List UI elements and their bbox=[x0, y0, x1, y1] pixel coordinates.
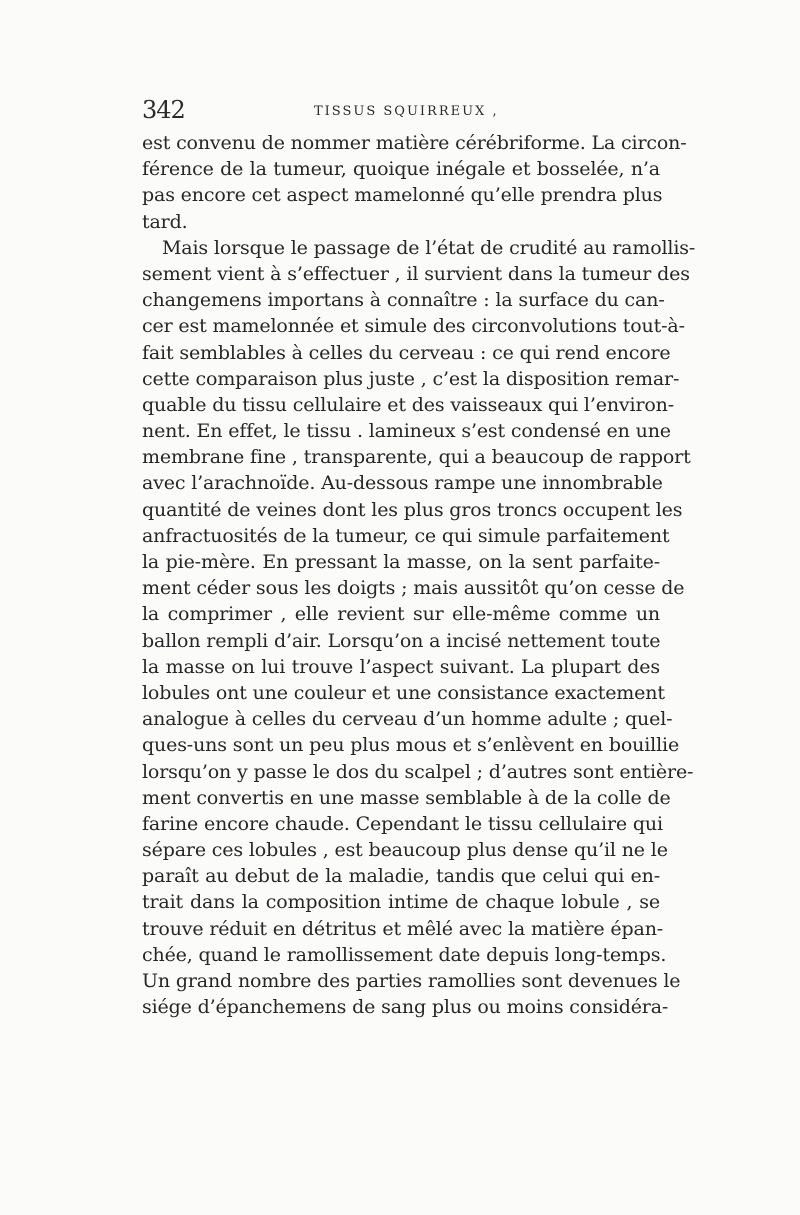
text-line: trouve réduit en détritus et mêlé avec la matière épan- bbox=[142, 917, 664, 940]
text-line: la pie-mère. En pressant la masse, on la sent parfaite- bbox=[142, 551, 660, 573]
text-line: lobules ont une couleur et une consistance exactement bbox=[142, 681, 665, 704]
text-line: tard. bbox=[142, 210, 188, 233]
text-line: quantité de veines dont les plus gros troncs occupent les bbox=[142, 498, 683, 521]
text-line: fait semblables à celles du cerveau : ce qui rend encore bbox=[142, 341, 671, 364]
text-line: farine encore chaude. Cependant le tissu cellulaire qui bbox=[142, 812, 663, 835]
text-line: trait dans la composition intime de chaque lobule , se bbox=[142, 891, 660, 914]
text-line: sépare ces lobules , est beaucoup plus dense qu’il ne le bbox=[142, 839, 668, 862]
text-line: quable du tissu cellulaire et des vaisseaux qui l’environ- bbox=[142, 393, 675, 416]
text-line: changemens importans à connaître : la surface du can- bbox=[142, 289, 665, 312]
text-line: ment céder sous les doigts ; mais aussitôt qu’on cesse de bbox=[142, 577, 685, 600]
text-line: la masse on lui trouve l’aspect suivant. La plupart des bbox=[142, 655, 660, 678]
running-title: TISSUS SQUIRREUX , bbox=[314, 104, 499, 119]
text-line: lorsqu’on y passe le dos du scalpel ; d’autres sont entière- bbox=[142, 760, 694, 783]
text-line: nent. En effet, le tissu . lamineux s’est condensé en une bbox=[142, 420, 671, 443]
body-text bbox=[142, 130, 696, 1020]
text-line: Un grand nombre des parties ramollies sont devenues le bbox=[142, 970, 681, 992]
text-line: siége d’épanchemens de sang plus ou moins considéra- bbox=[142, 996, 669, 1019]
text-line: chée, quand le ramollissement date depuis long-temps. bbox=[142, 943, 667, 966]
text-line: ballon rempli d’air. Lorsqu’on a incisé nettement toute bbox=[142, 629, 661, 652]
text-line: analogue à celles du cerveau d’un homme adulte ; quel- bbox=[142, 708, 673, 731]
text-line: cette comparaison plus juste , c’est la disposition remar- bbox=[142, 367, 680, 390]
text-line: est convenu de nommer matière cérébriforme. La circon- bbox=[142, 132, 687, 154]
text-line: férence de la tumeur, quoique inégale et bosselée, n’a bbox=[142, 158, 660, 181]
text-line: la comprimer , elle revient sur elle-même comme un bbox=[142, 603, 660, 626]
text-line: ment convertis en une masse semblable à de la colle de bbox=[142, 786, 671, 809]
text-line: cer est mamelonnée et simule des circonvolutions tout-à- bbox=[142, 315, 685, 338]
text-line: membrane fine , transparente, qui a beaucoup de rapport bbox=[142, 446, 691, 469]
text-line: ques-uns sont un peu plus mous et s’enlèvent en bouillie bbox=[142, 734, 680, 757]
page-header bbox=[142, 96, 660, 124]
text-line: pas encore cet aspect mamelonné qu’elle prendra plus bbox=[142, 184, 663, 207]
text-line: avec l’arachnoïde. Au-dessous rampe une innombrable bbox=[142, 472, 663, 495]
text-line: Mais lorsque le passage de l’état de crudité au ramollis- bbox=[162, 236, 696, 259]
text-line: sement vient à s’effectuer , il survient dans la tumeur des bbox=[142, 262, 690, 285]
page-number: 342 bbox=[142, 96, 185, 124]
text-line: paraît au debut de la maladie, tandis que celui qui en- bbox=[142, 865, 660, 888]
text-line: anfractuosités de la tumeur, ce qui simule parfaitement bbox=[142, 524, 670, 547]
